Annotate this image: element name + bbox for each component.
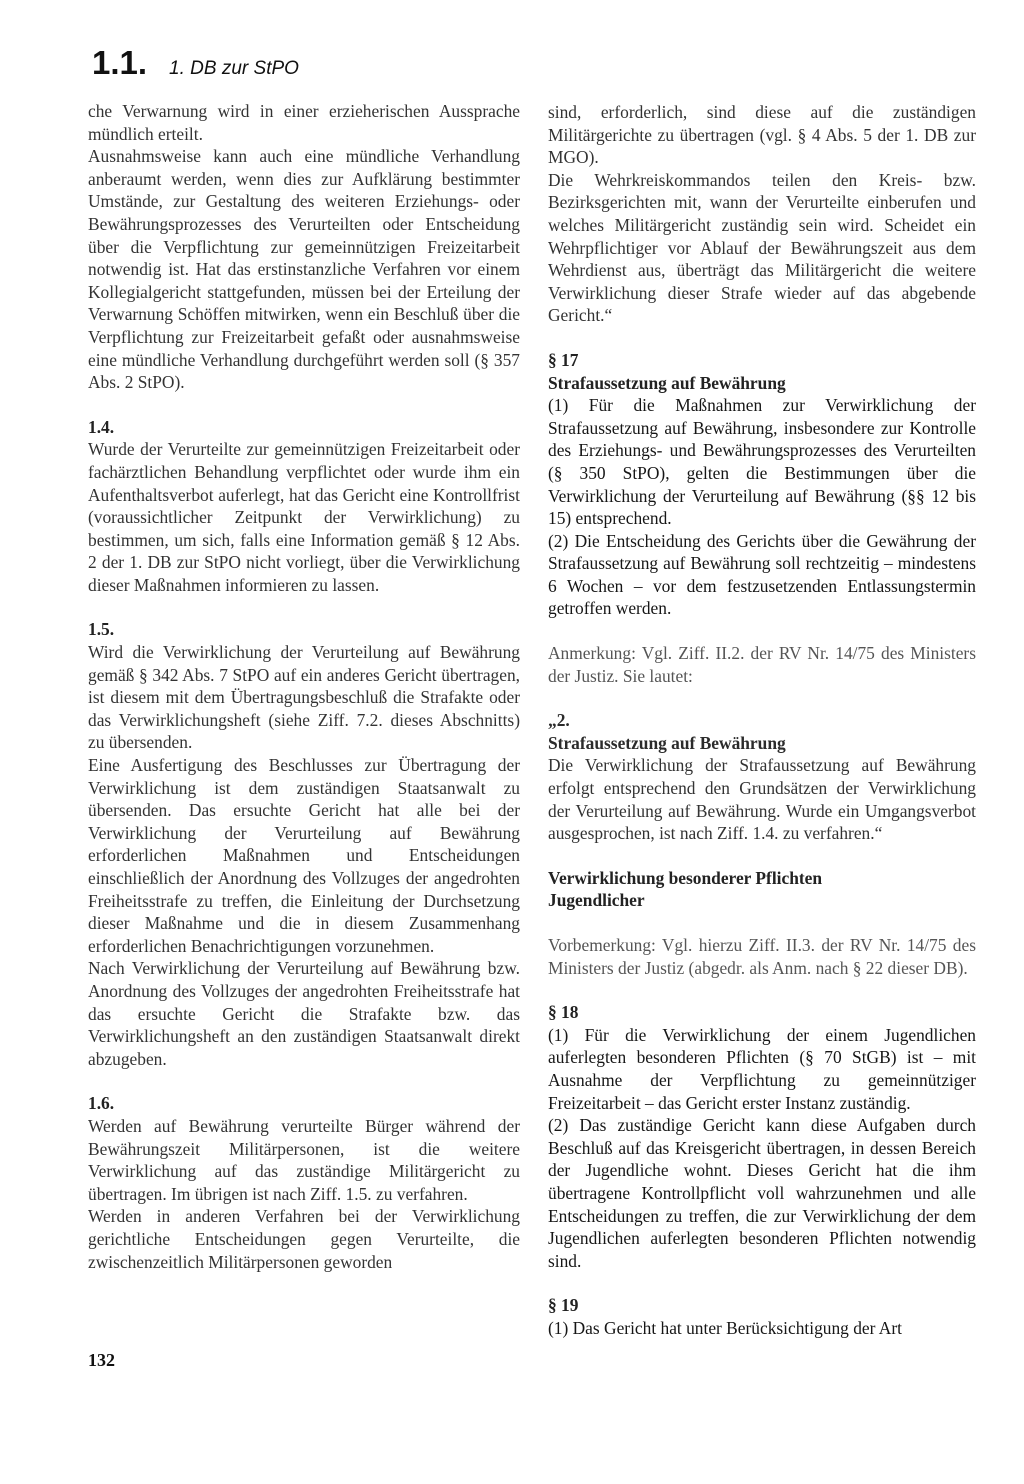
paragraph: Werden auf Bewährung verurteilte Bürger während der Bewährungszeit Militärpersonen, ist die weitere Verwirklichung auf das zuständige Militärgericht zu übertragen. Im übrigen ist nach Ziff. 1.5. zu verfahren. [88,1115,520,1204]
paragraph: (1) Das Gericht hat unter Berücksichtigung der Art [548,1317,902,1338]
paragraph: Die Wehrkreiskommandos teilen den Kreis- bzw. Bezirksgerichten mit, wann der Verurteilte einberufen und welches Militärgericht zuständig sein wird. Scheidet ein Wehrpflichtiger vor Ablauf der Bewährungszeit aus dem Wehrdienst aus, überträgt das Militärgericht die weitere Verwirklichung dieser Strafe wieder auf das abgebende Gericht.“ [548,169,976,326]
section-17-title: Strafaussetzung auf Bewährung [548,372,786,393]
paragraph: Eine Ausfertigung des Beschlusses zur Übertragung der Verwirklichung ist dem zuständigen Staatsanwalt zu übersenden. Das ersuchte Gericht hat alle bei der Verwirklichung der Verurteilung auf Bewährung erforderlichen Maßnahmen und Entscheidungen einschließlich der Anordnung des Vollzuges der angedrohten Freiheitsstrafe zu treffen, die Einleitung der Durchsetzung dieser Maßnahme und die in diesem Zusammenhang erforderlichen Benachrichtigungen vorzunehmen. [88,755,520,956]
section-17-number: § 17 [548,349,579,370]
page-number: 132 [88,1350,115,1370]
heading-1-5: 1.5. [88,619,115,640]
left-column [88,100,520,1273]
paragraph: sind, erforderlich, sind diese auf die zuständigen Militärgerichte zu übertragen (vgl. § 4 Abs. 5 der 1. DB zur MGO). [548,102,976,168]
quote-number: „2. [548,710,570,731]
paragraph: Nach Verwirklichung der Verurteilung auf Bewährung bzw. Anordnung des Vollzuges der angedrohten Freiheitsstrafe hat das ersuchte Gericht die Strafakte bzw. das Verwirklichungsheft an den zuständigen Staatsanwalt direkt abzugeben. [88,958,520,1069]
annotation-note: Anmerkung: Vgl. Ziff. II.2. der RV Nr. 14/75 des Ministers der Justiz. Sie lautet: [548,643,976,686]
section-19-number: § 19 [548,1295,579,1316]
paragraph: che Verwarnung wird in einer erzieherischen Aussprache mündlich erteilt. [88,101,520,144]
paragraph: (1) Für die Verwirklichung der einem Jugendlichen auferlegten besonderen Pflichten (§ 70 StGB) ist – mit Ausnahme der Verpflichtung zu gemeinnütziger Freizeitarbeit – das Gericht erster Instanz zuständig. [548,1024,976,1113]
section-18-number: § 18 [548,1002,579,1023]
quote-text: Die Verwirklichung der Strafaussetzung auf Bewährung erfolgt entsprechend den Grundsätzen der Verwirklichung der Verurteilung auf Bewährung. Wurde ein Umgangsverbot ausgesprochen, ist nach Ziff. 1.4. zu verfahren.“ [548,755,976,844]
quote-title: Strafaussetzung auf Bewährung [548,732,786,753]
paragraph: Wird die Verwirklichung der Verurteilung auf Bewährung gemäß § 342 Abs. 7 StPO auf ein anderes Gericht übertragen, ist diesem mit dem Übertragungsbeschluß die Strafakte oder das Verwirklichungsheft (siehe Ziff. 7.2. dieses Abschnitts) zu übersenden. [88,642,520,753]
subheading: Verwirklichung besonderer Pflichten [548,867,823,888]
heading-1-6: 1.6. [88,1093,115,1114]
section-title: 1. DB zur StPO [169,58,299,79]
paragraph: Werden in anderen Verfahren bei der Verwirklichung gerichtliche Entscheidungen gegen Verurteilte, die zwischenzeitlich Militärpersonen geworden [88,1206,520,1272]
section-number: 1.1. [92,44,148,81]
paragraph: (2) Das zuständige Gericht kann diese Aufgaben durch Beschluß auf das Kreisgericht übertragen, in dessen Bereich der Jugendliche wohnt. Dieses Gericht hat die ihm übertragene Kontrollpflicht voll wahrzunehmen und alle Entscheidungen zu treffen, die zur Verwirklichung der dem Jugendlichen auferlegten besonderen Pflichten notwendig sind. [548,1115,976,1271]
paragraph: Wurde der Verurteilte zur gemeinnützigen Freizeitarbeit oder fachärztlichen Behandlung verpflichtet oder wurde ihm ein Aufenthaltsverbot auferlegt, hat das Gericht eine Kontrollfrist (voraussichtlicher Zeitpunkt der Verwirklichung) zu bestimmen, um sich, falls eine Information gemäß § 12 Abs. 2 der 1. DB zur StPO nicht vorliegt, über die Verwirklichung dieser Maßnahmen informieren zu lassen. [88,439,520,595]
paragraph: (1) Für die Maßnahmen zur Verwirklichung der Strafaussetzung auf Bewährung, insbesondere zur Kontrolle des Erziehungs- und Bewährungsprozesses des Verurteilten (§ 350 StPO), gelten die Bestimmungen über die Verwirklichung der Verurteilung auf Bewährung (§§ 12 bis 15) entsprechend. [548,395,976,529]
running-header [92,44,299,82]
heading-1-4: 1.4. [88,416,115,437]
paragraph: Ausnahmsweise kann auch eine mündliche Verhandlung anberaumt werden, wenn dies zur Aufklärung bestimmter Umstände, zur Gestaltung des weiteren Erziehungs- oder Bewährungsprozesses des Verurteilten oder Entscheidung über die Verpflichtung zur gemeinnützigen Freizeitarbeit notwendig ist. Hat das erstinstanzliche Verfahren vor einem Kollegialgericht stattgefunden, müssen bei der Erteilung der Verwarnung Schöffen mitwirken, wenn ein Beschluß über die Verpflichtung zur Freizeitarbeit gefaßt oder ausnahmsweise eine mündliche Verhandlung durchgeführt werden soll (§ 357 Abs. 2 StPO). [88,146,520,393]
subheading-continued: Jugendlicher [548,890,645,911]
right-column [548,101,976,1340]
paragraph: (2) Die Entscheidung des Gerichts über die Gewährung der Strafaussetzung auf Bewährung soll rechtzeitig – mindestens 6 Wochen – vor dem festzusetzenden Entlassungstermin getroffen werden. [548,530,976,619]
preliminary-note: Vorbemerkung: Vgl. hierzu Ziff. II.3. der RV Nr. 14/75 des Ministers der Justiz (abgedr. als Anm. nach § 22 dieser DB). [548,935,976,978]
